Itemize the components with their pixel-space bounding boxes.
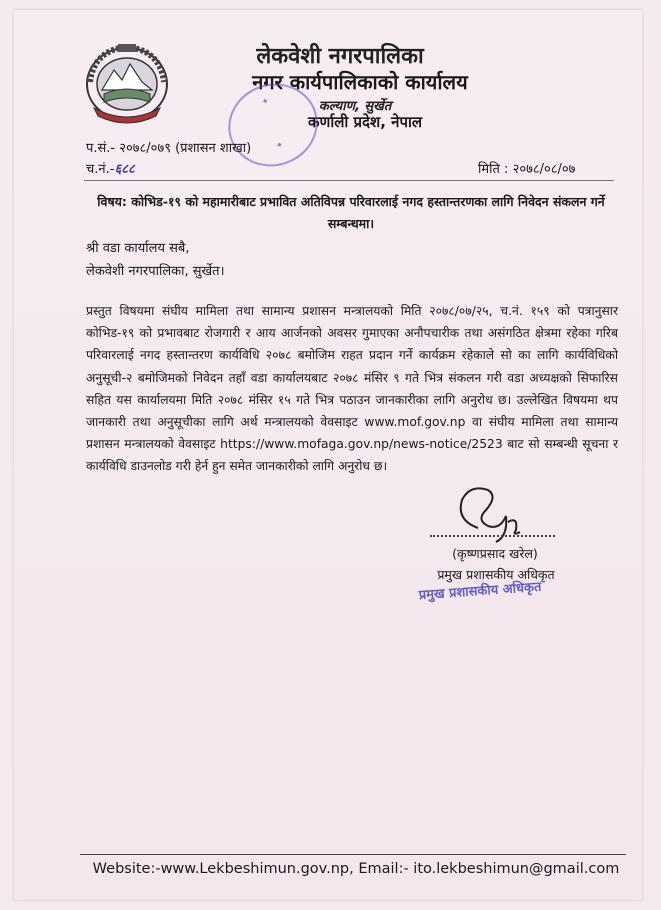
addressee-line-1: श्री वडा कार्यालय सबै,	[86, 241, 190, 256]
signature-line	[430, 535, 555, 537]
letter-body: प्रस्तुत विषयमा संघीय मामिला तथा सामान्य प्रशासन मन्त्रालयको मिति २०७८/०७/२५, च.नं. १५९ को पत्रानुसार कोभिड-१९ को प्रभावबाट रोजगारी र आय आर्जनको अवसर गुमाएका अनौपचारीक तथा असंगठित क्षेत्रमा रहेका गरिब परिवारलाई नगद हस्तान्तरण कार्यविधि २०७८ बमोजिम राहत प्रदान गर्ने कार्यक्रम रहेकाले सो का लागि कार्यविधिको अनुसूची-२ बमोजिमको निवेदन तहाँ वडा कार्यालयबाट २०७८ मंसिर ९ गते भित्र संकलन गरी वडा अध्यक्षको सिफारिस सहित यस कार्यालयमा मिति २०७८ मंसिर १५ गते भित्र पठाउन जानकारीका लागि अनुरोध छ। उल्लेखित विषयमा थप जानकारी तथा अनुसूचीका लागि अर्थ मन्त्रालयको वेवसाइट www.mof.gov.np वा संघीय मामिला तथा सामान्य प्रशासन मन्त्रालयको वेवसाइट https://www.mofaga.gov.np/news-notice/2523 बाट सो सम्बन्धी सूचना र कार्यविधि डाउनलोड गरी हेर्न हुन समेत जानकारीको लागि अनुरोध छ।	[86, 304, 618, 474]
footer-contact: Website:-www.Lekbeshimun.gov.np, Email:- ito.lekbeshimun@gmail.com	[92, 861, 620, 877]
province-name: कर्णाली प्रदेश, नेपाल	[307, 113, 423, 131]
footer-divider	[80, 854, 626, 855]
nepal-emblem-icon	[84, 42, 170, 124]
addressee-line-2: लेकवेशी नगरपालिका, सुर्खेत।	[86, 264, 225, 279]
office-name: नगर कार्यपालिकाको कार्यालय	[252, 70, 468, 94]
office-location: कल्याण, सुर्खेत	[318, 99, 392, 114]
municipality-name: लेकवेशी नगरपालिका	[256, 44, 424, 69]
letter-date: मिति : २०७८/०८/०७	[478, 162, 576, 177]
office-stamp: ✦ ✦	[218, 72, 329, 178]
signatory-name: (कृष्णप्रसाद खरेल)	[452, 546, 538, 561]
subject-divider	[84, 180, 614, 181]
signatory-title: प्रमुख प्रशासकीय अधिकृत	[437, 567, 555, 582]
designation-stamp: प्रमुख प्रशासकीय अधिकृत	[418, 579, 542, 604]
chalani-number: ६८८	[114, 162, 135, 177]
chalani-number-row	[86, 159, 135, 177]
chalani-label: च.नं.-	[86, 162, 115, 177]
subject-line: विषय: कोभिड-१९ को महामारीबाट प्रभावित अतिविपन्न परिवारलाई नगद हस्तान्तरणका लागि निवेदन संकलन गर्ने सम्बन्धमा।	[97, 194, 605, 231]
patra-sankhya: प.सं.- २०७८/०७९ (प्रशासन शाखा)	[86, 141, 252, 156]
